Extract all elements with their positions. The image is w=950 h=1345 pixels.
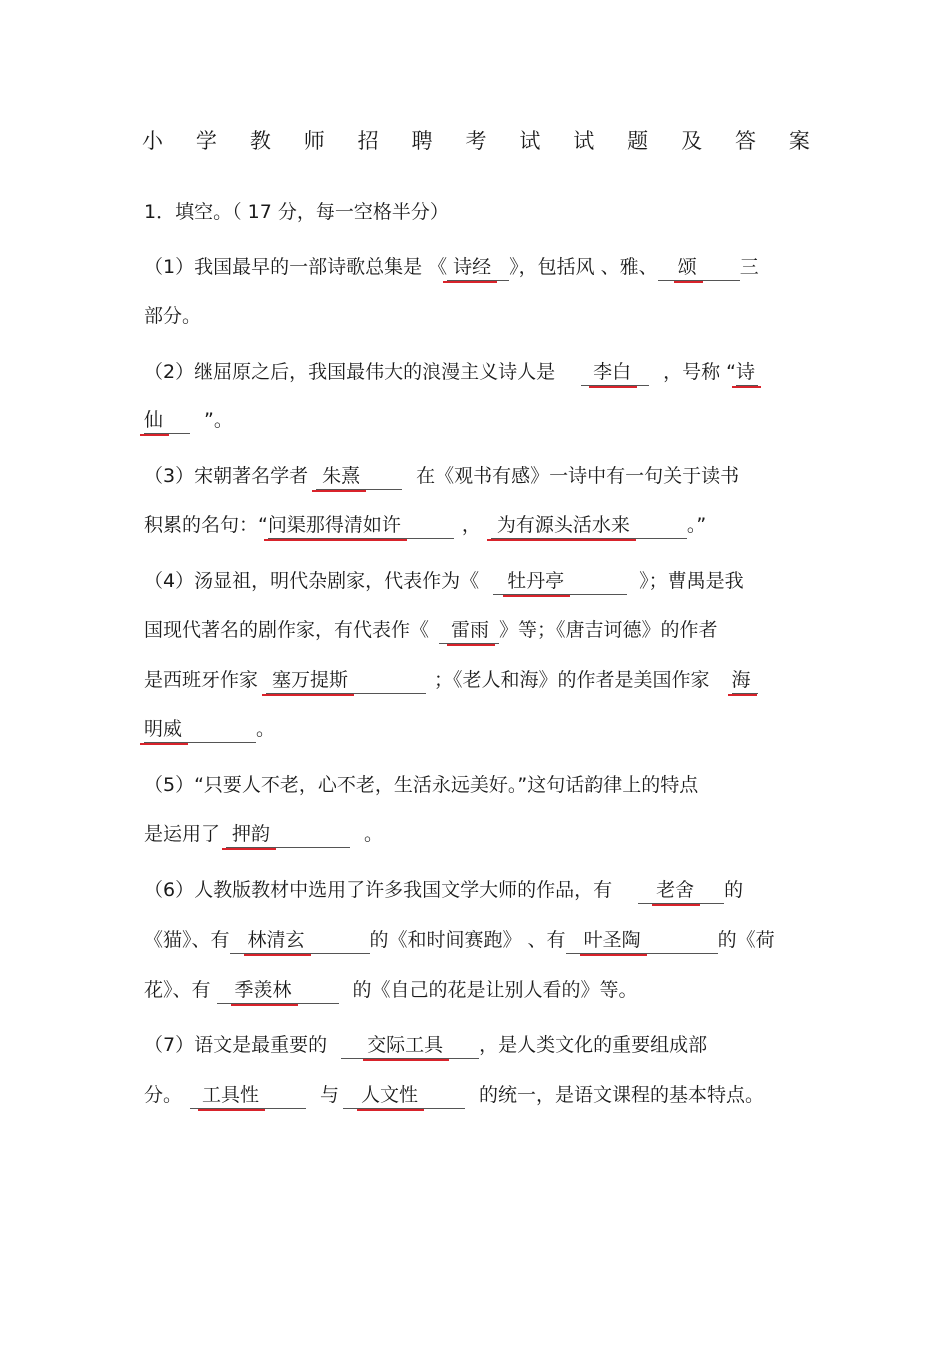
answer-blank xyxy=(226,821,350,848)
answer-text: 颂 xyxy=(677,256,697,278)
title-char: 及 xyxy=(681,129,703,153)
title-char: 考 xyxy=(465,129,487,153)
answer-text: 季羡林 xyxy=(234,979,292,1001)
item-4-text: 是西班牙作家 xyxy=(144,669,259,691)
item-1-line-2: 部分。 xyxy=(144,305,202,327)
item-4-text: 》等；《唐吉诃德》的作者 xyxy=(499,619,718,641)
answer-blank xyxy=(736,359,758,386)
item-3-line-1 xyxy=(144,461,739,491)
answer-blank xyxy=(341,1032,479,1059)
answer-blank xyxy=(581,359,649,386)
title-char: 师 xyxy=(303,129,325,153)
answer-text: 为有源头活水来 xyxy=(491,512,630,538)
item-3-line-2 xyxy=(144,510,706,540)
item-3-text: 积累的名句：“ xyxy=(144,514,268,536)
answer-blank xyxy=(493,568,627,595)
item-6-text: 的 xyxy=(724,879,744,901)
item-4-text: ；《老人和海》的作者是美国作家 xyxy=(434,669,710,691)
answer-blank xyxy=(658,254,740,281)
item-4-line-4 xyxy=(144,714,275,744)
answer-blank xyxy=(266,667,426,694)
item-4-line-2 xyxy=(144,615,718,645)
answer-text: 问渠那得清如许 xyxy=(267,514,401,536)
answer-blank xyxy=(268,512,454,539)
item-7-text: 分。 xyxy=(144,1084,183,1106)
title-char: 试 xyxy=(573,129,595,153)
item-4-text: 国现代著名的剧作家，有代表作《 xyxy=(144,619,430,641)
answer-blank xyxy=(491,512,687,539)
page-title xyxy=(142,126,810,156)
item-7-text: 的统一，是语文课程的基本特点。 xyxy=(479,1084,765,1106)
item-1-line-1 xyxy=(144,252,759,282)
title-char: 教 xyxy=(249,129,271,153)
answer-blank xyxy=(316,463,402,490)
item-6-text: （6）人教版教材中选用了许多我国文学大师的作品，有 xyxy=(144,879,613,901)
item-7-text: ，是人类文化的重要组成部 xyxy=(479,1034,708,1056)
answer-blank xyxy=(447,254,509,281)
title-char: 聘 xyxy=(411,129,433,153)
answer-text: 仙 xyxy=(144,409,164,431)
item-1-text: 》，包括风 、雅、 xyxy=(509,256,658,278)
answer-text: 人文性 xyxy=(361,1084,419,1106)
item-6-text: 《猫》、有 xyxy=(144,929,230,951)
item-2-line-1 xyxy=(144,357,758,387)
item-1-text: （1）我国最早的一部诗歌总集是 《 xyxy=(144,256,448,278)
item-6-line-2 xyxy=(144,925,775,955)
item-4-line-3 xyxy=(144,665,758,695)
answer-blank xyxy=(144,716,256,743)
item-3-text: 。” xyxy=(686,514,707,536)
item-1-text: 三 xyxy=(739,256,759,278)
answer-text: 老舍 xyxy=(656,879,695,901)
title-char: 招 xyxy=(357,129,379,153)
answer-text: 海 xyxy=(731,669,751,691)
answer-blank xyxy=(566,927,718,954)
answer-blank xyxy=(144,407,190,434)
answer-blank xyxy=(217,977,339,1004)
item-4-line-1 xyxy=(144,566,744,596)
answer-text: 诗经 xyxy=(447,254,491,280)
answer-blank xyxy=(230,927,370,954)
item-7-line-2 xyxy=(144,1080,764,1110)
item-2-text: ，号称 “ xyxy=(663,361,736,383)
q1-heading: 1．填空。（ 17 分，每一空格半分） xyxy=(144,201,449,223)
answer-text: 李白 xyxy=(593,361,632,383)
item-5-line-1: （5）“只要人不老，心不老，生活永远美好。”这句话韵律上的特点 xyxy=(144,774,699,796)
answer-blank xyxy=(439,617,499,644)
item-4-text: （4）汤显祖，明代杂剧家，代表作为《 xyxy=(144,570,480,592)
answer-blank xyxy=(732,667,758,694)
item-7-text: 与 xyxy=(320,1084,340,1106)
item-6-line-1 xyxy=(144,875,743,905)
answer-text: 塞万提斯 xyxy=(266,667,348,693)
item-6-line-3 xyxy=(144,975,638,1005)
answer-text: 诗 xyxy=(735,361,755,383)
item-6-text: 的《荷 xyxy=(717,929,775,951)
item-6-text: 花》、有 xyxy=(144,979,211,1001)
answer-text: 朱熹 xyxy=(316,463,360,489)
answer-text: 押韵 xyxy=(226,821,270,847)
title-char: 题 xyxy=(627,129,649,153)
item-3-text: （3）宋朝著名学者 xyxy=(144,465,309,487)
item-2-text: ”。 xyxy=(204,409,233,431)
item-5-line-2 xyxy=(144,819,383,849)
title-char: 试 xyxy=(519,129,541,153)
item-2-line-2 xyxy=(144,405,233,435)
item-5-text: 。 xyxy=(364,823,384,845)
item-7-text: （7）语文是最重要的 xyxy=(144,1034,328,1056)
title-char: 案 xyxy=(788,129,810,153)
item-6-text: 的《自己的花是让别人看的》等。 xyxy=(352,979,638,1001)
answer-blank xyxy=(638,877,724,904)
item-3-text: 在《观书有感》一诗中有一句关于读书 xyxy=(416,465,740,487)
answer-text: 工具性 xyxy=(202,1084,260,1106)
answer-blank xyxy=(343,1082,465,1109)
item-3-text: ， xyxy=(461,514,481,536)
answer-text: 叶圣陶 xyxy=(583,929,641,951)
answer-text: 雷雨 xyxy=(451,619,490,641)
item-6-text: 的《和时间赛跑》 、有 xyxy=(369,929,566,951)
answer-text: 交际工具 xyxy=(367,1034,444,1056)
item-2-text: （2）继屈原之后，我国最伟大的浪漫主义诗人是 xyxy=(144,361,556,383)
title-char: 答 xyxy=(734,129,756,153)
answer-blank xyxy=(190,1082,306,1109)
item-5-text: 是运用了 xyxy=(144,823,221,845)
title-char: 学 xyxy=(195,129,217,153)
answer-text: 牡丹亭 xyxy=(507,570,565,592)
title-char: 小 xyxy=(142,129,163,153)
item-4-text: 。 xyxy=(256,718,276,740)
answer-text: 林清玄 xyxy=(247,929,305,951)
item-4-text: 》；曹禺是我 xyxy=(639,570,744,592)
item-7-line-1 xyxy=(144,1030,707,1060)
answer-text: 明威 xyxy=(144,718,183,740)
